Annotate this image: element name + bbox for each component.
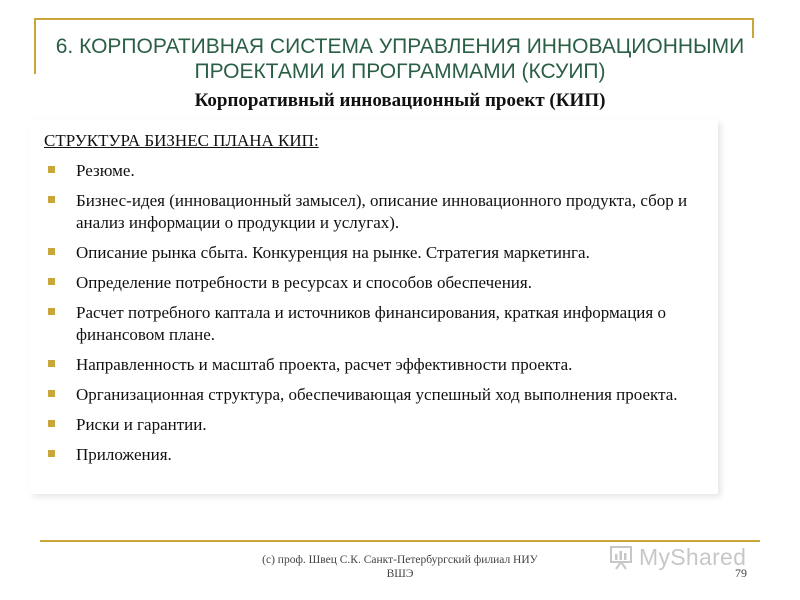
square-bullet-icon <box>48 166 55 173</box>
bullet-text: Организационная структура, обеспечивающая успешный ход выполнения проекта. <box>76 385 678 404</box>
bullet-item <box>44 242 724 264</box>
frame-left-line <box>34 18 36 74</box>
section-heading: СТРУКТУРА БИЗНЕС ПЛАНА КИП: <box>44 131 319 150</box>
square-bullet-icon <box>48 308 55 315</box>
bullet-text: Направленность и масштаб проекта, расчет эффективности проекта. <box>76 355 573 374</box>
bullet-text: Риски и гарантии. <box>76 415 207 434</box>
slide-subtitle: Корпоративный инновационный проект (КИП) <box>194 90 606 111</box>
bullet-text: Резюме. <box>76 161 135 180</box>
square-bullet-icon <box>48 420 55 427</box>
square-bullet-icon <box>48 196 55 203</box>
bullet-text: Расчет потребного каптала и источников финансирования, краткая информация о финансовом плане. <box>76 303 666 344</box>
square-bullet-icon <box>48 248 55 255</box>
frame-top-line <box>34 18 754 20</box>
bullet-text: Бизнес-идея (инновационный замысел), описание инновационного продукта, сбор и анализ информации о продукции и услугах). <box>76 191 688 232</box>
bullet-text: Определение потребности в ресурсах и способов обеспечения. <box>76 273 532 292</box>
bullet-list <box>44 160 724 474</box>
square-bullet-icon <box>48 278 55 285</box>
bullet-item <box>44 384 724 406</box>
myshared-watermark <box>608 541 746 573</box>
bullet-item <box>44 160 724 182</box>
slide-title: 6. КОРПОРАТИВНАЯ СИСТЕМА УПРАВЛЕНИЯ ИННОВАЦИОННЫМИ ПРОЕКТАМИ И ПРОГРАММАМИ (КСУИП) <box>55 35 745 83</box>
bullet-item <box>44 190 724 234</box>
square-bullet-icon <box>48 360 55 367</box>
bullet-item <box>44 272 724 294</box>
square-bullet-icon <box>48 390 55 397</box>
page-number: 79 <box>735 566 747 580</box>
bullet-text: Описание рынка сбыта. Конкуренция на рынке. Стратегия маркетинга. <box>76 243 590 262</box>
watermark-text: MyShared <box>639 543 747 570</box>
square-bullet-icon <box>48 450 55 457</box>
bullet-text: Приложения. <box>76 445 172 464</box>
bullet-item <box>44 354 724 376</box>
bullet-item <box>44 444 724 466</box>
bullet-item <box>44 302 724 346</box>
presentation-board-icon <box>608 544 634 570</box>
footer-credit: (с) проф. Швец С.К. Санкт-Петербургский филиал НИУ ВШЭ <box>262 554 538 580</box>
bullet-item <box>44 414 724 436</box>
